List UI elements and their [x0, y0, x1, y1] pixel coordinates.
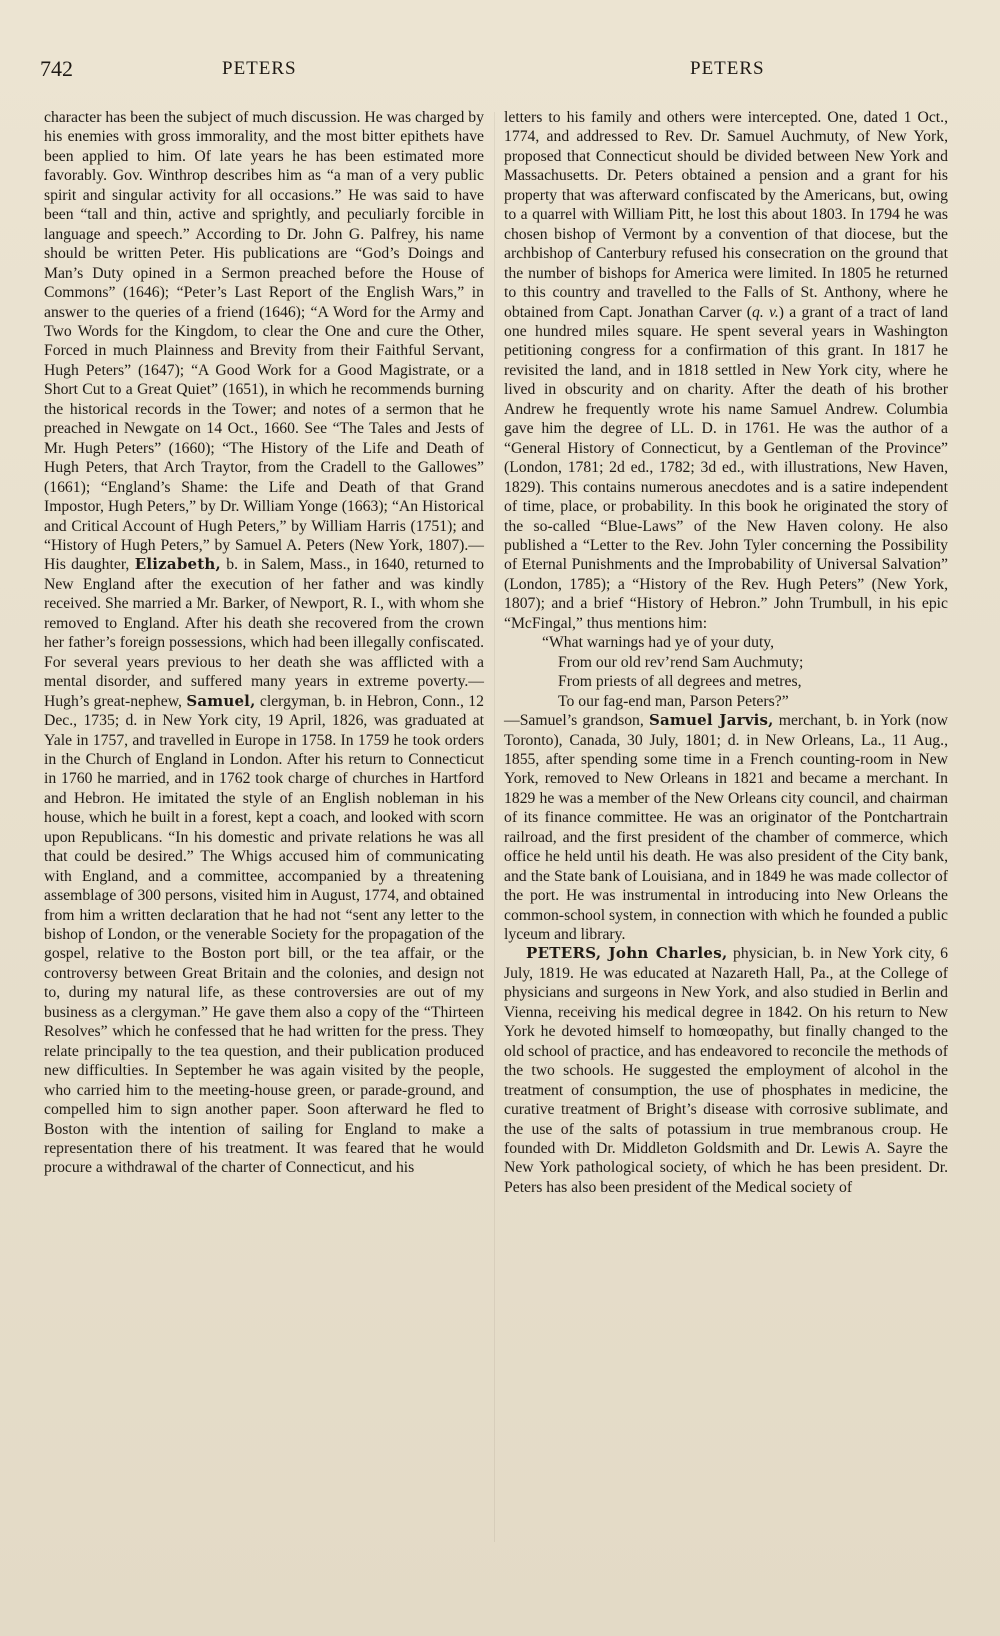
running-head	[0, 56, 1000, 86]
text-run: physician, b. in New York city, 6 July, 1819. He was educated at Nazareth Hall, Pa., at the College of physicians and surgeons in New York, and also studied in Berlin and Vienna, receiving his medical degree in 1842. On his return to New York he devoted himself to homœopathy, but finally changed to the old school of practice, and has endeavored to reconcile the methods of the two schools. He suggested the employment of alcohol in the treatment of consumption, the use of phosphates in medicine, the curative treatment of Bright’s disease with corrosive sublimate, and the use of the salts of potassium in true membranous croup. He founded with Dr. Middleton Goldsmith and Dr. Lewis A. Sayre the New York pathological society, of which he has been president. Dr. Peters has also been president of the Medical society of	[504, 945, 949, 1196]
right-column	[504, 108, 948, 1197]
text-run: merchant, b. in York (now Toronto), Canada, 30 July, 1801; d. in New Orleans, La., 11 Aug., 1855, after spending some time in a French counting-room in New York, removed to New Orleans in 1821 and became a merchant. In 1829 he was a member of the New Orleans city council, and chairman of its finance committee. He was an originator of the Pontchartrain railroad, and the first president of the chamber of commerce, which office he held until his death. He was also president of the City bank, and the State bank of Louisiana, and in 1849 he was made collector of the port. He was instrumental in introducing into New Orleans the common-school system, in connection with which he founded a public lyceum and library.	[504, 712, 948, 944]
name-elizabeth: Elizabeth,	[134, 555, 221, 574]
text-run: letters to his family and others were intercepted. One, dated 1 Oct., 1774, and addressed to Rev. Dr. Samuel Auchmuty, of New York, proposed that Connecticut should be divided between New York and Massachusetts. Dr. Peters obtained a pension and a grant for his property that was afterward confiscated by the Americans, but, owing to a quarrel with William Pitt, he lost this about 1803. In 1794 he was chosen bishop of Vermont by a convention of that diocese, but the archbishop of Canterbury refused his consecration on the ground that the number of bishops for America were limited. In 1805 he returned to this country and travelled to the Falls of St. Anthony, where he obtained from Capt. Jonathan Carver (	[504, 109, 948, 321]
poem-line: From priests of all degrees and metres,	[558, 673, 802, 691]
text-run: clergyman, b. in Hebron, Conn., 12 Dec., 1735; d. in New York city, 19 April, 1826, was graduated at Yale in 1757, and travelled in Europe in 1758. In 1759 he took orders in the Church of England in London. After his return to Connecticut in 1760 he married, and in 1762 took charge of churches in Hartford and Hebron. He imitated the style of an English nobleman in his house, which he built in a forest, kept a coach, and looked with scorn upon Republicans. “In his domestic and private relations he was all that could be desired.” The Whigs accused him of communicating with England, and a committee, accompanied by a threatening assemblage of 300 persons, visited him in August, 1774, and obtained from him a written declaration that he had not “sent any letter to the bishop of London, or the venerable Society for the propagation of the gospel, relative to the Boston port bill, or the tea affair, or the controversy between Great Britain and the colonies, and design not to, during my natural life, as these controversies are out of my business as a clergyman.” He gave them also a copy of the “Thirteen Resolves” which he confessed that he had written for the press. They relate principally to the tea question, and their publication produced new difficulties. In September he was again visited by the people, who carried him to the meeting-house green, or parade-ground, and compelled him to sign another paper. Soon afterward he fled to Boston with the intention of sailing for England to make a representation there of his treatment. It was feared that he would procure a withdrawal of the charter of Connecticut, and his	[44, 692, 484, 1177]
text-run: character has been the subject of much discussion. He was charged by his enemies with gross immorality, and the most bitter epithets have been applied to him. Of late years he has been estimated more favorably. Gov. Winthrop describes him as “a man of a very public spirit and singular activity for all occasions.” He was said to have been “tall and thin, active and sprightly, and peculiarly forcible in language and speech.” According to Dr. John G. Palfrey, his name should be written Peter. His publications are “God’s Doings and Man’s Duty opined in a Sermon preached before the House of Commons” (1646); “Peter’s Last Report of the English Wars,” in answer to the queries of a friend (1646); “A Word for the Army and Two Words for the Kingdom, to clear the One and cure the Other, Forced in much Plainness and Brevity from their Faithful Servant, Hugh Peters” (1647); “A Good Work for a Good Magistrate, or a Short Cut to a Great Quiet” (1651), in which he recommends burning the historical records in the Tower; and notes of a sermon that he preached in Newgate on 14 Oct., 1660. See “The Tales and Jests of Mr. Hugh Peters” (1660); “The History of the Life and Death of Hugh Peters, that Arch Traytor, from the Cradell to the Gallowes” (1661); “England’s Shame: the Life and Death of that Grand Impostor, Hugh Peters,” by Dr. William Yonge (1663); “An Historical and Critical Account of Hugh Peters,” by William Harris (1751); and “History of Hugh Peters,” by Samuel A. Peters (New York, 1807).—His daughter,	[44, 109, 484, 574]
poem-line: From our old rev’rend Sam Auchmuty;	[558, 653, 804, 671]
poem-line: To our fag-end man, Parson Peters?”	[558, 692, 789, 710]
entry-john-charles-peters	[504, 944, 948, 1197]
text-run: ) a grant of a tract of land one hundred miles square. He spent several years in Washington petitioning congress for a confirmation of this grant. In 1817 he revisited the land, and in 1818 settled in New York city, where he lived in obscurity and on charity. After the death of his brother Andrew he frequently wrote his name Samuel Andrew. Columbia gave him the degree of LL. D. in 1761. He was the author of a “General History of Connecticut, by a Gentleman of the Province” (London, 1781; 2d ed., 1782; 3d ed., with illustrations, New Haven, 1829). This contains numerous anecdotes and is a satire independent of time, place, or probability. In this book he originated the story of the so-called “Blue-Laws” of the New Haven colony. He also published a “Letter to the Rev. John Tyler concerning the Possibility of Eternal Punishments and the Improbability of Universal Salvation” (London, 1785); a “History of the Rev. Hugh Peters” (New York, 1807); and a brief “History of Hebron.” John Trumbull, in his epic “McFingal,” thus mentions him:	[504, 303, 948, 632]
continued-entry-samuel-peters	[504, 108, 948, 633]
running-title-right: PETERS	[690, 58, 765, 79]
text-run: —Samuel’s grandson,	[504, 712, 649, 730]
column-gutter	[494, 112, 495, 1542]
poem-line: “What warnings had ye of your duty,	[542, 634, 775, 652]
qv-reference: q. v.	[752, 303, 779, 321]
entry-samuel-jarvis	[504, 711, 948, 944]
poem-quotation	[542, 633, 948, 711]
name-samuel-jarvis: Samuel Jarvis,	[648, 711, 774, 730]
text-run: b. in Salem, Mass., in 1640, returned to New England after the execution of her father and was kindly received. She married a Mr. Barker, of Newport, R. I., with whom she removed to England. After his death she recovered from the crown her father’s foreign possessions, which had been illegally confiscated. For several years previous to her death she was afflicted with a mental disorder, and suffered many years in extreme poverty.—Hugh’s great-nephew,	[44, 556, 484, 710]
running-title-left: PETERS	[222, 58, 297, 79]
name-samuel: Samuel,	[186, 691, 256, 710]
left-column	[44, 108, 484, 1178]
entry-heading: PETERS, John Charles,	[526, 944, 728, 963]
page-number: 742	[40, 56, 73, 81]
continued-entry-hugh-peters	[44, 108, 484, 1178]
